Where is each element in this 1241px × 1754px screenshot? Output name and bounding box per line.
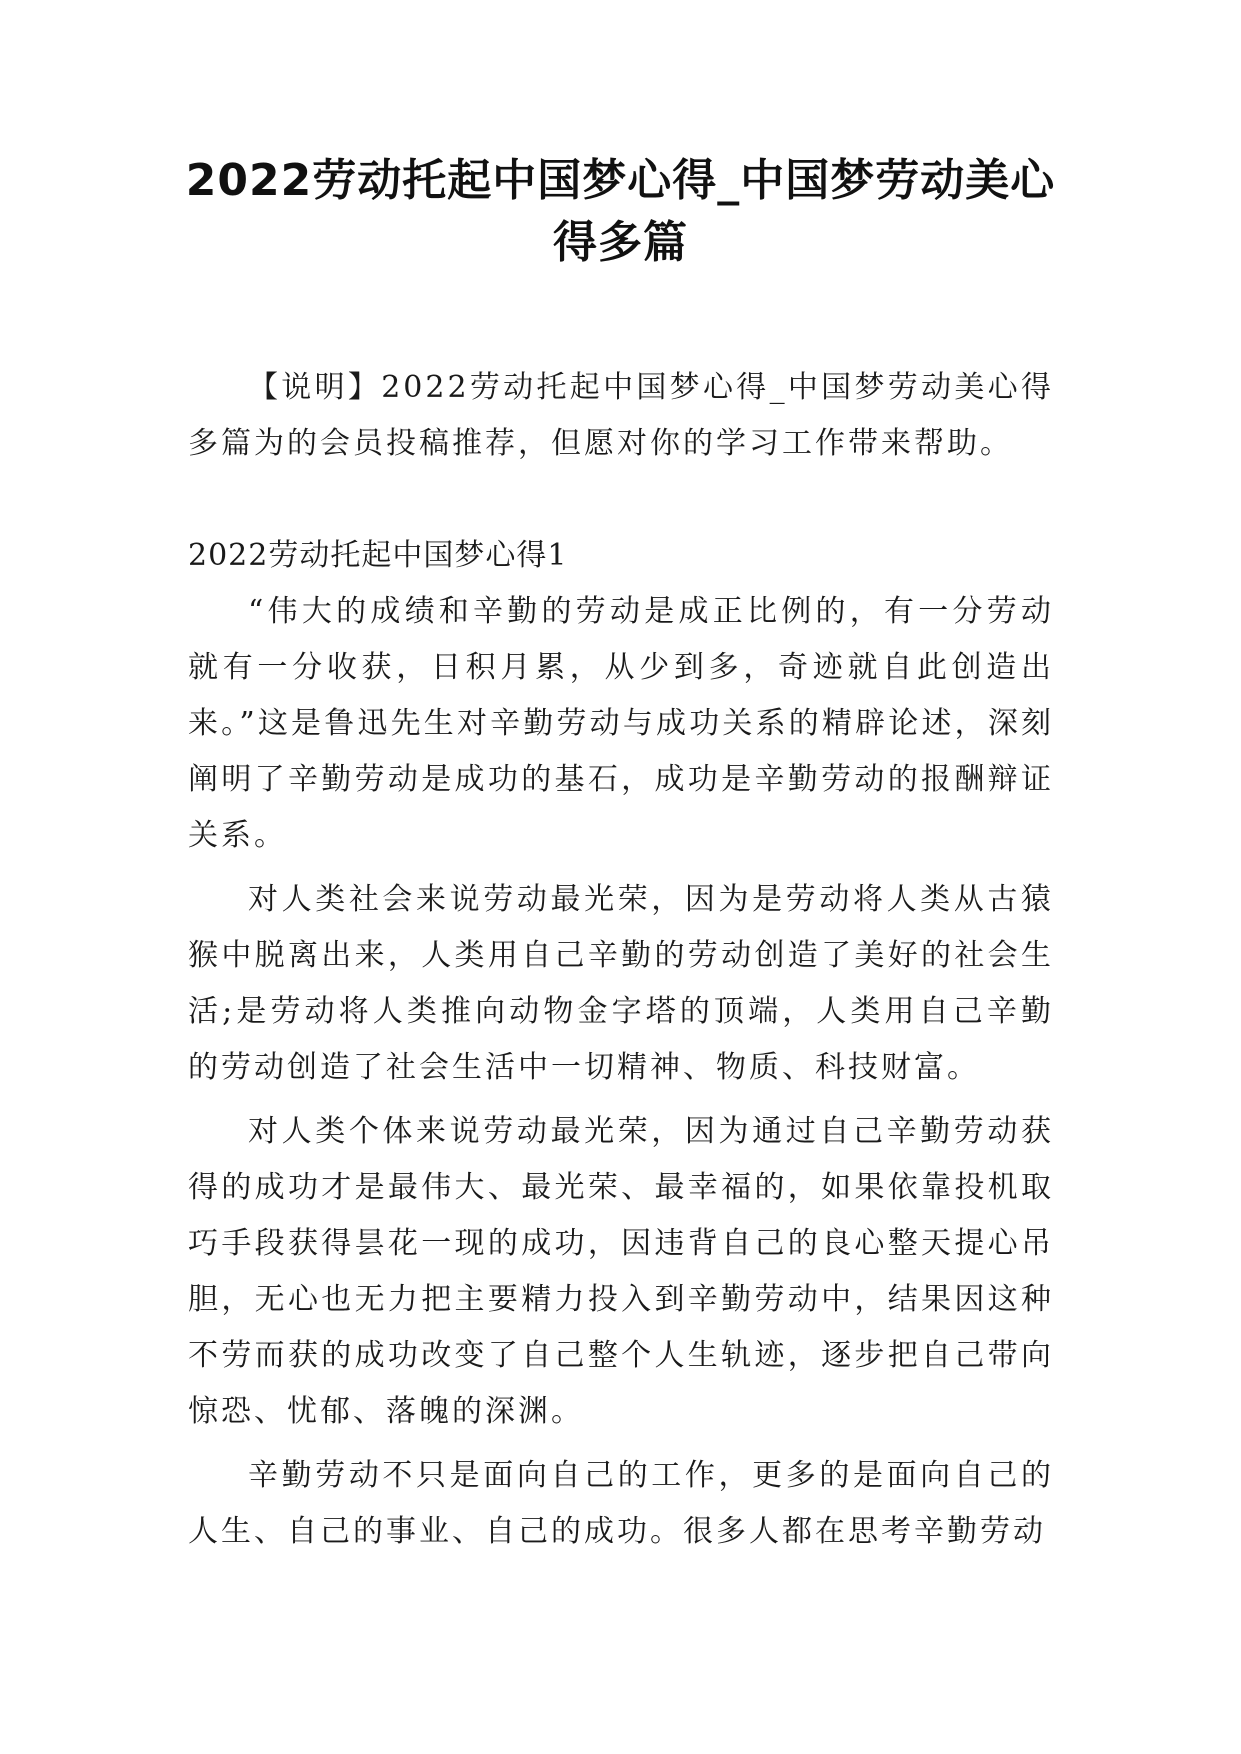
body-paragraph-4: 辛勤劳动不只是面向自己的工作，更多的是面向自己的人生、自己的事业、自己的成功。很多人都在思考辛勤劳动 (188, 1458, 1054, 1549)
body-paragraph-3: 对人类个体来说劳动最光荣，因为通过自己辛勤劳动获得的成功才是最伟大、最光荣、最幸福的，如果依靠投机取巧手段获得昙花一现的成功，因违背自己的良心整天提心吊胆，无心也无力把主要精力投入到辛勤劳动中，结果因这种不劳而获的成功改变了自己整个人生轨迹，逐步把自己带向惊恐、忧郁、落魄的深渊。 (188, 1114, 1054, 1429)
document-body (188, 360, 1054, 1560)
spacer (188, 472, 1054, 528)
body-paragraph-1: “伟大的成绩和辛勤的劳动是成正比例的，有一分劳动就有一分收获，日积月累，从少到多，奇迹就自此创造出来。”这是鲁迅先生对辛勤劳动与成功关系的精辟论述，深刻阐明了辛勤劳动是成功的基石，成功是辛勤劳动的报酬辩证关系。 (188, 594, 1054, 853)
section-heading: 2022劳动托起中国梦心得1 (188, 538, 568, 573)
body-paragraph-2: 对人类社会来说劳动最光荣，因为是劳动将人类从古猿猴中脱离出来，人类用自己辛勤的劳动创造了美好的社会生活;是劳动将人类推向动物金字塔的顶端，人类用自己辛勤的劳动创造了社会生活中一切精神、物质、科技财富。 (188, 882, 1054, 1085)
document-title: 2022劳动托起中国梦心得_中国梦劳动美心得多篇 (185, 155, 1056, 268)
note-paragraph: 【说明】2022劳动托起中国梦心得_中国梦劳动美心得多篇为的会员投稿推荐，但愿对你的学习工作带来帮助。 (188, 370, 1054, 461)
